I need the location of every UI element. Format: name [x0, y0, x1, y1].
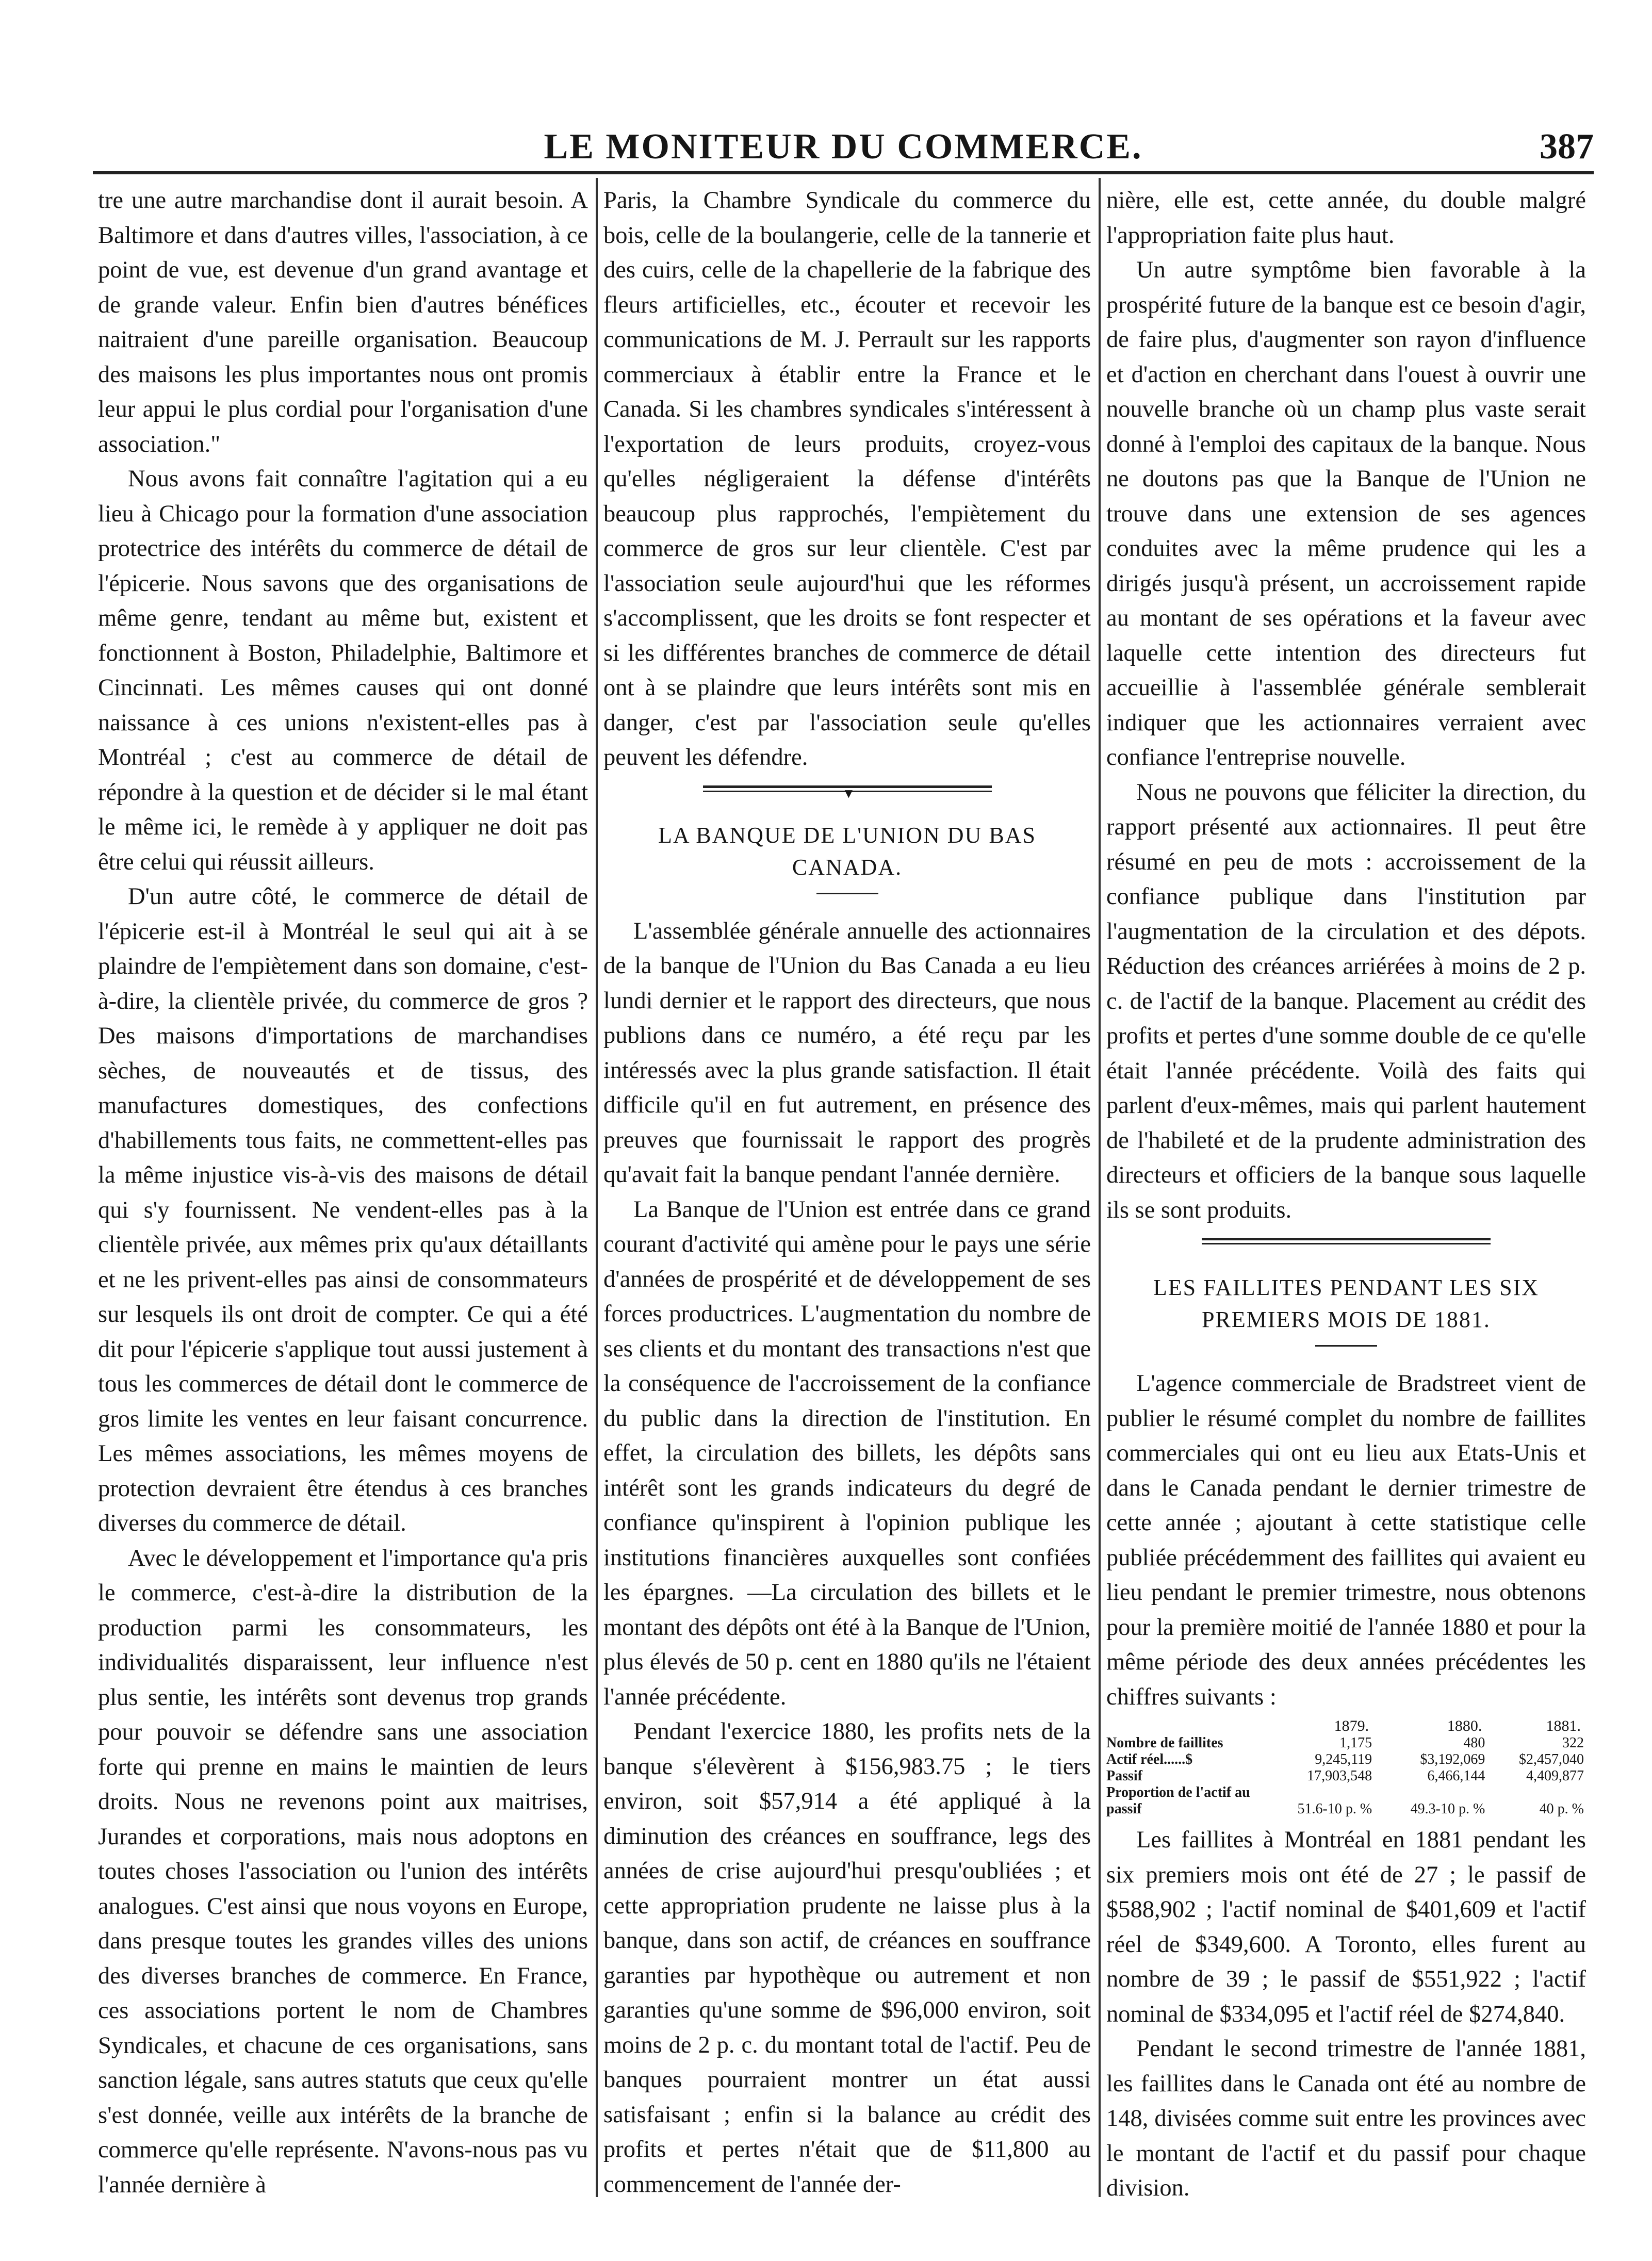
column-left: [98, 183, 588, 2202]
table-cell: 49.3-10 p. %: [1410, 1801, 1485, 1817]
title-rule: [816, 893, 878, 894]
table-cell: 480: [1463, 1735, 1485, 1751]
year-header: 1879.: [1334, 1717, 1369, 1734]
year-header: 1880.: [1447, 1717, 1482, 1734]
paragraph: Nous avons fait connaître l'agitation qui a eu lieu à Chicago pour la formation d'une association protectrice des intérêts du commerce de détail de l'épicerie. Nous savons que des organisations de même genre, tendant au même but, existent et fonctionnent à Boston, Philadelphie, Baltimore et Cincinnati. Les mêmes causes qui ont donné naissance à ces unions n'existent-elles pas à Montréal ; c'est au commerce de détail de répondre à la question et de décider si le mal étant le même ici, le remède à y appliquer ne doit pas être celui qui réussit ailleurs.: [98, 466, 588, 875]
paragraph: D'un autre côté, le commerce de détail de l'épicerie est-il à Montréal le seul qui ait à se plaindre de l'empiètement dans son domaine, c'est-à-dire, la clientèle privée, du commerce de gros ? Des maisons d'importations de marchandises sèches, de nouveautés et de tissus, des manufactures domestiques, des confections d'habillements tous faits, ne commettent-elles pas la même injustice vis-à-vis des maisons de détail qui s'y fournissent. Ne vendent-elles pas à la clientèle privée, aux mêmes prix qu'aux détaillants et ne les privent-elles pas ainsi de consommateurs sur lesquels ils ont droit de compter. Ce qui a été dit pour l'épicerie s'applique tout aussi justement à tous les commerces de détail dont le commerce de gros limite les ventes en leur faisant concurrence. Les mêmes associations, les mêmes moyens de protection devraient être étendus à ces branches diverses du commerce de détail.: [98, 883, 588, 1536]
page-header: [93, 111, 1594, 168]
table-cell: $2,457,040: [1519, 1751, 1584, 1767]
header-rule: [93, 171, 1594, 174]
table-cell: 9,245,119: [1315, 1751, 1372, 1767]
paragraph: tre une autre marchandise dont il aurait besoin. A Baltimore et dans d'autres villes, l'association, à ce point de vue, est devenue d'un grand avantage et de grande valeur. Enfin bien d'autres bénéfices naitraient d'une pareille organisation. Beaucoup des maisons les plus importantes nous ont promis leur appui le plus cordial pour l'organisation d'une association.": [98, 187, 588, 457]
section-ornament: [1202, 1238, 1491, 1250]
column-middle: [603, 183, 1091, 2202]
column-right: [1106, 183, 1586, 2206]
article-title-banque: LA BANQUE DE L'UNION DU BAS CANADA.: [658, 822, 1036, 880]
table-cell: 51.6-10 p. %: [1297, 1801, 1372, 1817]
column-divider-left: [596, 178, 598, 2197]
row-label: Actif réel......$: [1106, 1751, 1193, 1767]
year-header: 1881.: [1546, 1717, 1581, 1734]
page-number: 387: [1540, 127, 1594, 167]
paragraph: Pendant le second trimestre de l'année 1881, les faillites dans le Canada ont été au nombre de 148, divisées comme suit entre les provinces avec le montant de l'actif et du passif pour chaque division.: [1106, 2036, 1586, 2201]
table-cell: 4,409,877: [1526, 1768, 1584, 1784]
table-cell: 6,466,144: [1427, 1768, 1485, 1784]
faillites-table: [1106, 1717, 1586, 1817]
article-title-faillites: LES FAILLITES PENDANT LES SIX PREMIERS MOIS DE 1881.: [1153, 1275, 1540, 1332]
table-cell: 17,903,548: [1307, 1768, 1372, 1784]
row-label: Passif: [1106, 1768, 1142, 1784]
paragraph: Avec le développement et l'importance qu'a pris le commerce, c'est-à-dire la distribution de la production parmi les consommateurs, les individualités disparaissent, leur influence n'est plus sentie, les intérêts sont devenus trop grands pour pouvoir se défendre sans une association forte qui prenne en mains le maintien de leurs droits. Nous ne revenons point aux maitrises, Jurandes et corporations, mais nous adoptons en toutes choses l'association ou l'union des intérêts analogues. C'est ainsi que nous voyons en Europe, dans presque toutes les grandes villes des unions des diverses branches de commerce. En France, ces associations portent le nom de Chambres Syndicales, et chacune de ces organisations, sans sanction légale, sans autres statuts que ceux qu'elle s'est donnée, veille aux intérêts de la branche de commerce qu'elle représente. N'avons-nous pas vu l'année dernière à: [98, 1545, 588, 2198]
title-rule: [1315, 1345, 1377, 1347]
paragraph: L'assemblée générale annuelle des actionnaires de la banque de l'Union du Bas Canada a eu lieu lundi dernier et le rapport des directeurs, que nous publions dans ce numéro, a été reçu par les intéressés avec la plus grande satisfaction. Il était difficile qu'il en fut autrement, en présence des preuves que fournissait le rapport des progrès qu'avait fait la banque pendant l'année dernière.: [603, 917, 1091, 1188]
table-cell: 40 p. %: [1539, 1801, 1584, 1817]
table-row: [1106, 1735, 1586, 1751]
table-cell: 322: [1562, 1735, 1584, 1751]
table-row: [1106, 1784, 1586, 1817]
paragraph: Pendant l'exercice 1880, les profits nets de la banque s'élevèrent à $156,983.75 ; le tiers environ, soit $57,914 a été appliqué à la diminution des créances en souffrance, legs des années de crise aujourd'hui presqu'oubliées ; et cette appropriation prudente ne laisse plus à la banque, dans son actif, de créances en souffrance garanties par hypothèque ou autrement et non garanties qu'une somme de $96,000 environ, soit moins de 2 p. c. du montant total de l'actif. Peu de banques pourraient montrer un état aussi satisfaisant ; enfin si la balance au crédit des profits et pertes n'était que de $11,800 au commencement de l'année der-: [603, 1718, 1091, 2198]
paragraph: Nous ne pouvons que féliciter la direction, du rapport présenté aux actionnaires. Il peut être résumé en peu de mots : accroissement de la confiance publique dans l'institution par l'augmentation de la circulation et des dépots. Réduction des créances arriérées à moins de 2 p. c. de l'actif de la banque. Placement au crédit des profits et pertes d'une somme double de ce qu'elle était l'année précédente. Voilà des faits qui parlent d'eux-mêmes, mais qui parlent hautement de l'habileté et de la prudente administration des directeurs et officiers de la banque sous laquelle ils se sont produits.: [1106, 779, 1586, 1223]
paragraph: Paris, la Chambre Syndicale du commerce du bois, celle de la boulangerie, celle de la tannerie et des cuirs, celle de la chapellerie de la fabrique des fleurs artificielles, etc., écouter et recevoir les communications de M. J. Perrault sur les rapports commerciaux à établir entre la France et le Canada. Si les chambres syndicales s'intéressent à l'exportation de leurs produits, croyez-vous qu'elles négligeraient la défense d'intérêts beaucoup plus rapprochés, l'empiètement du commerce de gros sur leur clientèle. C'est par l'association seule aujourd'hui que les réformes s'accomplissent, que les droits se font respecter et si les différentes branches de commerce de détail ont à se plaindre que leurs intérêts sont mis en danger, c'est par l'association seule qu'elles peuvent les défendre.: [603, 187, 1091, 771]
column-divider-right: [1099, 178, 1101, 2197]
table-header-row: [1106, 1717, 1586, 1735]
row-label: Proportion de l'actif au passif: [1106, 1784, 1250, 1817]
paragraph: L'agence commerciale de Bradstreet vient de publier le résumé complet du nombre de faillites commerciales qui ont eu lieu aux Etats-Unis et dans le Canada pendant le dernier trimestre de cette année ; ajoutant à cette statistique celle publiée précédemment des faillites qui avaient eu lieu pendant le premier trimestre, nous obtenons pour la première moitié de l'année 1880 et pour la même période des deux années précédentes les chiffres suivants :: [1106, 1370, 1586, 1710]
table-cell: 1,175: [1339, 1735, 1372, 1751]
masthead-title: LE MONITEUR DU COMMERCE.: [544, 127, 1143, 167]
row-label: Nombre de faillites: [1106, 1735, 1223, 1751]
table-cell: $3,192,069: [1420, 1751, 1485, 1767]
table-row: [1106, 1751, 1586, 1768]
paragraph: La Banque de l'Union est entrée dans ce grand courant d'activité qui amène pour le pays une série d'années de prospérité et de développement de ses forces productrices. L'augmentation du nombre de ses clients et du montant des transactions n'est que la conséquence de l'accroissement de la confiance du public dans la direction de l'institution. En effet, la circulation des billets, les dépôts sans intérêt sont les grands indicateurs du degré de confiance qu'inspirent à l'opinion publique les institutions financières auxquelles sont confiées les épargnes. —La circulation des billets et le montant des dépôts ont été à la Banque de l'Union, plus élevés de 50 p. cent en 1880 qu'ils ne l'étaient l'année précédente.: [603, 1196, 1091, 1710]
paragraph: Les faillites à Montréal en 1881 pendant les six premiers mois ont été de 27 ; le passif de $588,902 ; l'actif nominal de $401,609 et l'actif réel de $349,600. A Toronto, elles furent au nombre de 39 ; le passif de $551,922 ; l'actif nominal de $334,095 et l'actif réel de $274,840.: [1106, 1827, 1586, 2027]
section-ornament: ▼: [703, 785, 992, 798]
paragraph: Un autre symptôme bien favorable à la prospérité future de la banque est ce besoin d'agir, de faire plus, d'augmenter son rayon d'influence et d'action en cherchant dans l'ouest à ouvrir une nouvelle branche où un champ plus vaste serait donné à l'emploi des capitaux de la banque. Nous ne doutons pas que la Banque de l'Union ne trouve dans une extension de ses agences conduites avec la même prudence qui les a dirigés jusqu'à présent, un accroissement rapide au montant de ses opérations et la faveur avec laquelle cette intention des directeurs fut accueillie à l'assemblée générale semblerait indiquer que les actionnaires verraient avec confiance l'entreprise nouvelle.: [1106, 257, 1586, 771]
table-row: [1106, 1768, 1586, 1784]
paragraph: nière, elle est, cette année, du double malgré l'appropriation faite plus haut.: [1106, 187, 1586, 249]
